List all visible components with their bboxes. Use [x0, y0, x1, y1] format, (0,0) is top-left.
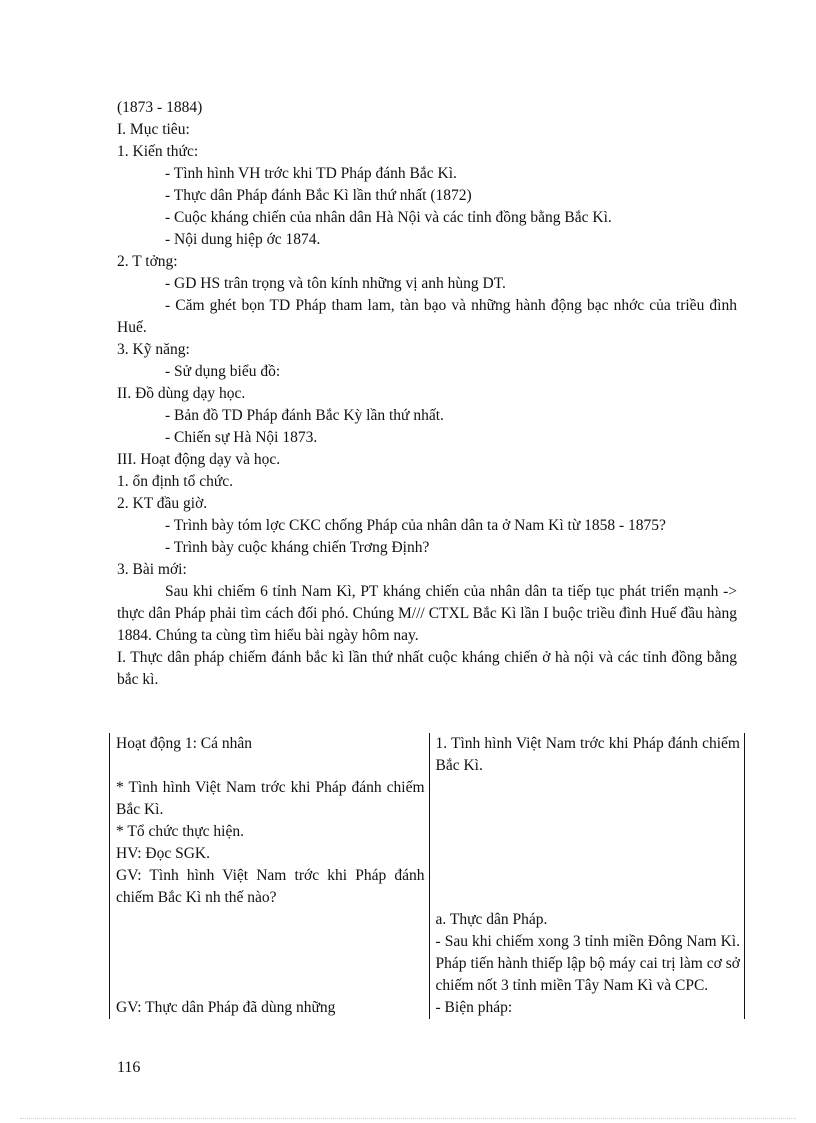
activity-text: * Tổ chức thực hiện.	[116, 823, 244, 840]
intro-paragraph	[117, 581, 737, 647]
activity-text: HV: Đọc SGK.	[116, 845, 210, 862]
subsection-knowledge: 1. Kiến thức:	[117, 143, 199, 160]
table-cell	[429, 997, 744, 1019]
table-row	[110, 909, 745, 997]
content-text: - Sau khi chiếm xong 3 tỉnh miền Đông Nam Kì. Pháp tiến hành thiếp lập bộ máy cai trị làm cơ sở chiếm nốt 3 tỉnh miền Tây Nam Kì và CPC.	[435, 933, 740, 994]
activity-text: GV: Tình hình Việt Nam trớc khi Pháp đánh chiếm Bắc Kì nh thế nào?	[116, 867, 425, 906]
table-cell	[110, 997, 430, 1019]
subsection-skills: 3. Kỹ năng:	[117, 341, 190, 358]
ideology-item: - Căm ghét bọn TD Pháp tham lam, tàn bạo và những hành động bạc nhớc của triều đình Huế.	[117, 297, 737, 336]
table-cell	[110, 777, 430, 909]
table-cell	[110, 909, 430, 997]
step-new-lesson: 3. Bài mới:	[117, 561, 187, 578]
period-line: (1873 - 1884)	[117, 99, 203, 116]
section-materials: II. Đồ dùng dạy học.	[117, 385, 246, 402]
knowledge-item: - Thực dân Pháp đánh Bắc Kì lần thứ nhất (1872)	[165, 187, 472, 204]
table-cell	[429, 909, 744, 997]
subsection-ideology: 2. T tởng:	[117, 253, 178, 270]
materials-item: - Bản đồ TD Pháp đánh Bắc Kỳ lần thứ nhất.	[165, 407, 444, 424]
content-text: a. Thực dân Pháp.	[435, 911, 548, 928]
lesson-content	[117, 97, 737, 691]
check-paragraph	[117, 515, 737, 537]
content-text: - Biện pháp:	[435, 999, 513, 1016]
ideology-paragraph	[117, 295, 737, 339]
intro-text: Sau khi chiếm 6 tỉnh Nam Kì, PT kháng chiến của nhân dân ta tiếp tục phát triển mạnh -> thực dân Pháp phải tìm cách đối phó. Chúng M/// CTXL Bắc Kì lần I buộc triều đình Huế đầu hàng 1884. Chúng ta cùng tìm hiểu bài ngày hôm nay.	[117, 583, 737, 644]
table-row	[110, 777, 745, 909]
table-cell	[429, 733, 744, 777]
table-row	[110, 997, 745, 1019]
step-check: 2. KT đầu giờ.	[117, 495, 208, 512]
page-number: 116	[117, 1059, 141, 1076]
table-cell	[110, 733, 430, 777]
activity-text: * Tình hình Việt Nam trớc khi Pháp đánh chiếm Bắc Kì.	[116, 779, 425, 818]
section-objectives: I. Mục tiêu:	[117, 121, 190, 138]
step-stabilize: 1. ổn định tổ chức.	[117, 473, 234, 490]
materials-item: - Chiến sự Hà Nội 1873.	[165, 429, 318, 446]
table-row	[110, 733, 745, 777]
activity-label: Hoạt động 1: Cá nhân	[116, 735, 253, 752]
activity-text: GV: Thực dân Pháp đã dùng những	[116, 999, 336, 1016]
skills-item: - Sử dụng biểu đồ:	[165, 363, 281, 380]
page-bottom-divider	[20, 1118, 796, 1119]
table-cell	[429, 777, 744, 909]
knowledge-item: - Nội dung hiệp ớc 1874.	[165, 231, 321, 248]
knowledge-item: - Cuộc kháng chiến của nhân dân Hà Nội và các tỉnh đồng bằng Bắc Kì.	[165, 209, 612, 226]
activity-table	[109, 733, 745, 1019]
knowledge-item: - Tình hình VH trớc khi TD Pháp đánh Bắc Kì.	[165, 165, 457, 182]
check-item: - Trình bày tóm lợc CKC chống Pháp của nhân dân ta ở Nam Kì từ 1858 - 1875?	[165, 517, 666, 534]
heading-part-one: I. Thực dân pháp chiếm đánh bắc kì lần thứ nhất cuộc kháng chiến ở hà nội và các tỉnh đồng bằng bắc kì.	[117, 649, 737, 688]
content-heading: 1. Tình hình Việt Nam trớc khi Pháp đánh chiếm Bắc Kì.	[435, 735, 740, 774]
ideology-item: - GD HS trân trọng và tôn kính những vị anh hùng DT.	[165, 275, 506, 292]
section-activities: III. Hoạt động dạy và học.	[117, 451, 281, 468]
check-item: - Trình bày cuộc kháng chiến Trơng Định?	[165, 539, 430, 556]
